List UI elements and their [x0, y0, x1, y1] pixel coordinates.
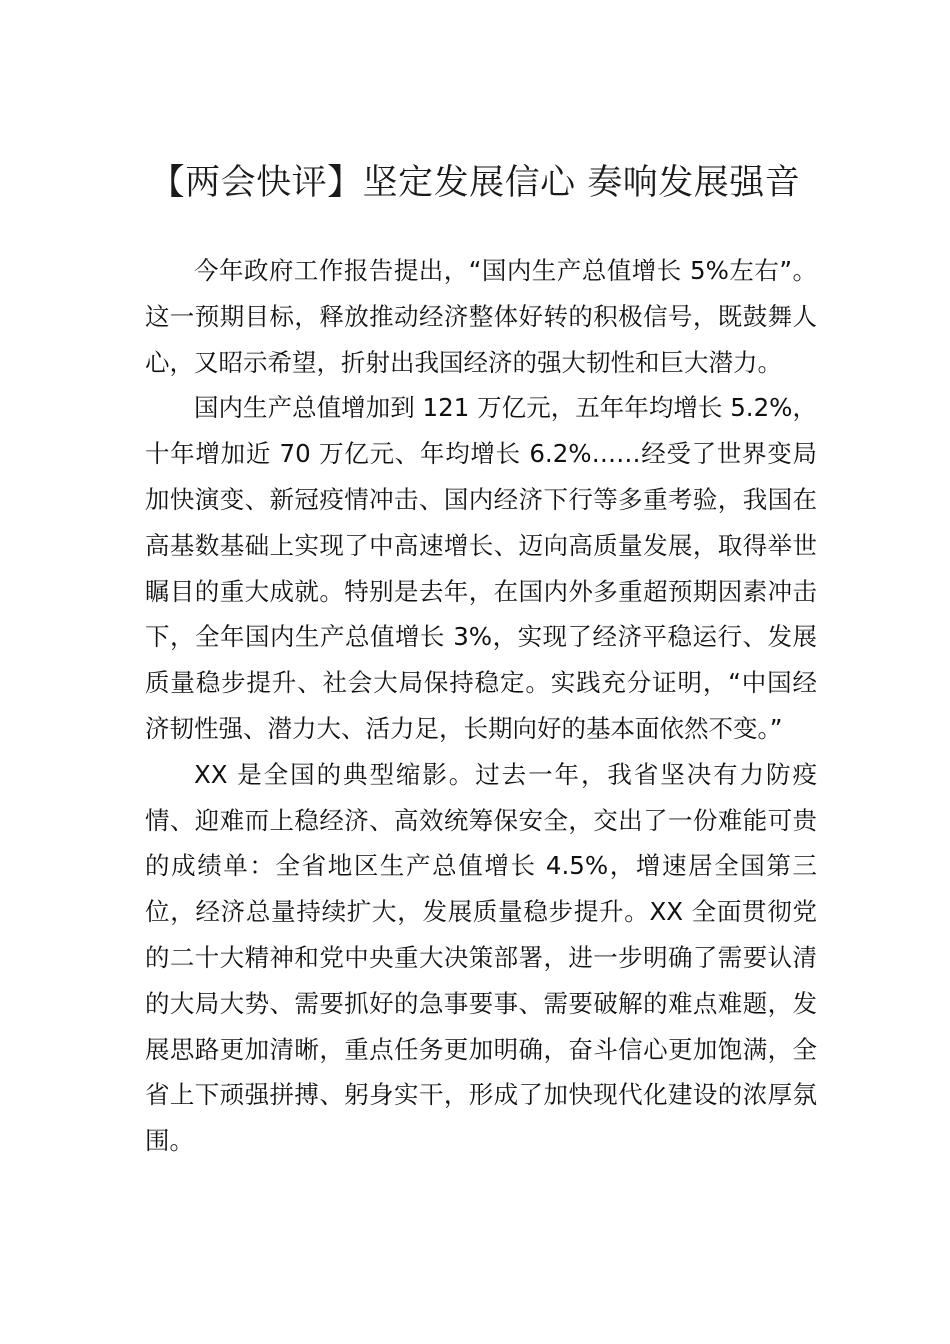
article-body [145, 248, 817, 1164]
paragraph-3: XX 是全国的典型缩影。过去一年，我省坚决有力防疫情、迎难而上稳经济、高效统筹保安全，交出了一份难能可贵的成绩单：全省地区生产总值增长 4.5%，增速居全国第三位，经济总量持续扩大，发展质量稳步提升。XX 全面贯彻党的二十大精神和党中央重大决策部署，进一步明确了需要认清的大局大势、需要抓好的急事要事、需要破解的难点难题，发展思路更加清晰，重点任务更加明确，奋斗信心更加饱满，全省上下顽强拼搏、躬身实干，形成了加快现代化建设的浓厚氛围。 [145, 759, 817, 1156]
document-title: 【两会快评】坚定发展信心 奏响发展强音 [149, 163, 801, 203]
paragraph-1: 今年政府工作报告提出，“国内生产总值增长 5%左右”。这一预期目标，释放推动经济整体好转的积极信号，既鼓舞人心，又昭示希望，折射出我国经济的强大韧性和巨大潜力。 [145, 256, 817, 377]
paragraph-2: 国内生产总值增加到 121 万亿元，五年年均增长 5.2%，十年增加近 70 万亿元、年均增长 6.2%……经受了世界变局加快演变、新冠疫情冲击、国内经济下行等多重考验，我国在高基数基础上实现了中高速增长、迈向高质量发展，取得举世瞩目的重大成就。特别是去年，在国内外多重超预期因素冲击下，全年国内生产总值增长 3%，实现了经济平稳运行、发展质量稳步提升、社会大局保持稳定。实践充分证明，“中国经济韧性强、潜力大、活力足，长期向好的基本面依然不变。” [145, 393, 817, 743]
